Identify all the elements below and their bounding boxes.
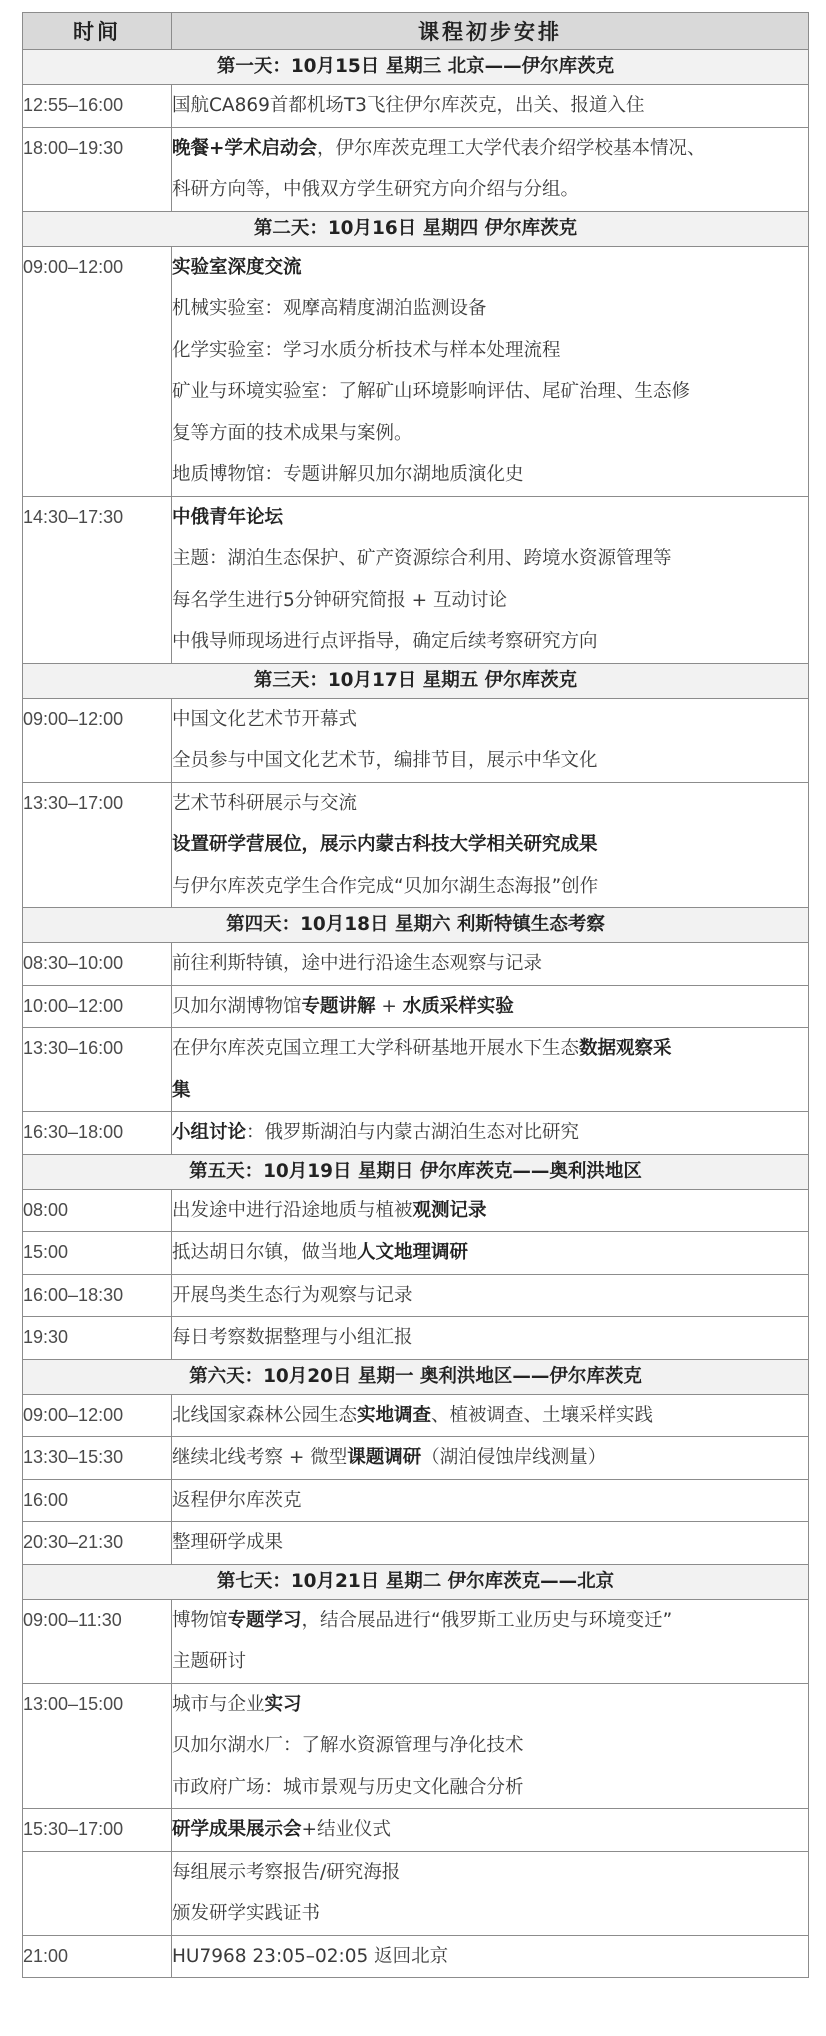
time-cell: 13:30–15:30	[23, 1437, 172, 1480]
schedule-row	[23, 1437, 809, 1480]
activity-cell	[172, 698, 809, 782]
activity-text: 开展鸟类生态行为观察与记录	[172, 1284, 413, 1306]
activity-text-bold: 专题学习	[227, 1609, 302, 1631]
schedule-row	[23, 1112, 809, 1155]
activity-text: 复等方面的技术成果与案例。	[172, 422, 413, 444]
activity-text: 整理研学成果	[172, 1532, 284, 1553]
activity-line	[172, 1936, 808, 1978]
activity-text: ，伊尔库茨克理工大学代表介绍学校基本情况、	[317, 137, 706, 159]
activity-text: 城市与企业	[172, 1693, 265, 1715]
schedule-row	[23, 1479, 809, 1522]
activity-line	[172, 1809, 808, 1851]
time-cell: 14:30–17:30	[23, 496, 172, 663]
activity-line	[172, 454, 808, 496]
activity-cell	[172, 1274, 809, 1317]
activity-line	[172, 1070, 808, 1112]
activity-text: 每组展示考察报告/研究海报	[172, 1861, 401, 1883]
time-cell: 21:00	[23, 1935, 172, 1978]
activity-text: 抵达胡日尔镇，做当地	[172, 1242, 358, 1263]
day-header-row	[23, 1359, 809, 1394]
activity-line	[172, 1112, 808, 1154]
activity-text: 中国文化艺术节开幕式	[172, 708, 358, 730]
activity-line	[172, 1480, 808, 1522]
activity-text: 返程伊尔库茨克	[172, 1489, 302, 1511]
schedule-row	[23, 85, 809, 128]
schedule-row	[23, 782, 809, 908]
activity-cell	[172, 1437, 809, 1480]
activity-line	[172, 1893, 808, 1935]
day-header: 第七天：10月21日 星期二 伊尔库茨克——北京	[23, 1564, 809, 1599]
activity-text-bold: 实习	[264, 1693, 302, 1715]
activity-cell	[172, 1935, 809, 1978]
activity-text: 北线国家森林公园生态	[172, 1404, 358, 1426]
time-cell: 09:00–12:00	[23, 1394, 172, 1437]
activity-text: 在伊尔库茨克国立理工大学科研基地开展水下生态	[172, 1038, 580, 1059]
activity-text: 机械实验室：观摩高精度湖泊监测设备	[172, 298, 487, 319]
activity-cell	[172, 1851, 809, 1935]
activity-text: 化学实验室：学习水质分析技术与样本处理流程	[172, 339, 561, 361]
activity-cell	[172, 127, 809, 211]
activity-line	[172, 1437, 808, 1479]
time-cell: 08:30–10:00	[23, 943, 172, 986]
activity-text: +	[375, 995, 403, 1017]
activity-text: 博物馆	[172, 1609, 228, 1631]
time-cell: 15:30–17:00	[23, 1809, 172, 1852]
activity-line	[172, 85, 808, 127]
activity-text: 前往利斯特镇，途中进行沿途生态观察与记录	[172, 953, 543, 974]
schedule-row	[23, 1683, 809, 1809]
activity-line	[172, 943, 808, 985]
time-cell: 15:00	[23, 1232, 172, 1275]
activity-text-bold: 集	[172, 1079, 191, 1101]
time-cell: 10:00–12:00	[23, 985, 172, 1028]
activity-text: 科研方向等，中俄双方学生研究方向介绍与分组。	[172, 179, 580, 200]
activity-text-bold: 观测记录	[412, 1199, 487, 1221]
activity-text: 艺术节科研展示与交流	[172, 792, 358, 814]
schedule-row	[23, 1809, 809, 1852]
schedule-row	[23, 943, 809, 986]
schedule-row	[23, 1028, 809, 1112]
activity-text: （湖泊侵蚀岸线测量）	[421, 1447, 607, 1468]
activity-cell	[172, 985, 809, 1028]
activity-cell	[172, 1479, 809, 1522]
activity-line	[172, 1684, 808, 1726]
activity-text: +结业仪式	[301, 1819, 392, 1840]
activity-text-bold: 设置研学营展位，展示内蒙古科技大学相关研究成果	[172, 834, 598, 855]
time-cell: 09:00–12:00	[23, 698, 172, 782]
activity-line	[172, 538, 808, 580]
activity-line	[172, 1317, 808, 1359]
time-cell: 16:00–18:30	[23, 1274, 172, 1317]
schedule-table	[22, 12, 809, 1978]
activity-cell	[172, 1683, 809, 1809]
day-header-row	[23, 908, 809, 943]
activity-cell	[172, 85, 809, 128]
activity-line	[172, 1190, 808, 1232]
activity-cell	[172, 1232, 809, 1275]
schedule-row	[23, 698, 809, 782]
activity-text: 主题：湖泊生态保护、矿产资源综合利用、跨境水资源管理等	[172, 548, 672, 569]
activity-line	[172, 247, 808, 289]
activity-text: ，结合展品进行“俄罗斯工业历史与环境变迁”	[301, 1609, 673, 1631]
activity-text: 出发途中进行沿途地质与植被	[172, 1199, 413, 1221]
activity-line	[172, 1600, 808, 1642]
time-cell: 09:00–11:30	[23, 1599, 172, 1683]
time-cell: 16:30–18:00	[23, 1112, 172, 1155]
activity-text: 每日考察数据整理与小组汇报	[172, 1327, 413, 1348]
activity-line	[172, 1395, 808, 1437]
header-content: 课程初步安排	[172, 13, 809, 50]
activity-text: 继续北线考察 + 微型	[172, 1447, 348, 1468]
activity-cell	[172, 246, 809, 496]
activity-line	[172, 783, 808, 825]
schedule-row	[23, 1935, 809, 1978]
schedule-row	[23, 1317, 809, 1360]
activity-text: 与伊尔库茨克学生合作完成“贝加尔湖生态海报”创作	[172, 875, 599, 897]
time-cell: 19:30	[23, 1317, 172, 1360]
activity-text: 中俄导师现场进行点评指导，确定后续考察研究方向	[172, 631, 598, 652]
day-header: 第三天：10月17日 星期五 伊尔库茨克	[23, 663, 809, 698]
activity-text: 地质博物馆：专题讲解贝加尔湖地质演化史	[172, 464, 524, 485]
schedule-row	[23, 1189, 809, 1232]
activity-text-bold: 实地调查	[357, 1404, 432, 1426]
time-cell: 13:00–15:00	[23, 1683, 172, 1809]
activity-cell	[172, 1028, 809, 1112]
day-header-row	[23, 50, 809, 85]
day-header: 第六天：10月20日 星期一 奥利洪地区——伊尔库茨克	[23, 1359, 809, 1394]
time-cell: 13:30–16:00	[23, 1028, 172, 1112]
activity-text-bold: 研学成果展示会	[172, 1819, 302, 1840]
activity-cell	[172, 1394, 809, 1437]
day-header: 第一天：10月15日 星期三 北京——伊尔库茨克	[23, 50, 809, 85]
schedule-row	[23, 1522, 809, 1565]
activity-text-bold: 实验室深度交流	[172, 256, 302, 278]
activity-line	[172, 1641, 808, 1683]
activity-line	[172, 497, 808, 539]
time-cell: 18:00–19:30	[23, 127, 172, 211]
activity-line	[172, 1232, 808, 1274]
activity-text: 贝加尔湖水厂：了解水资源管理与净化技术	[172, 1735, 524, 1756]
activity-text: 、植被调查、土壤采样实践	[431, 1404, 654, 1426]
time-cell	[23, 1851, 172, 1935]
schedule-row	[23, 1394, 809, 1437]
schedule-row	[23, 127, 809, 211]
time-cell: 12:55–16:00	[23, 85, 172, 128]
activity-line	[172, 1725, 808, 1767]
activity-text: ：俄罗斯湖泊与内蒙古湖泊生态对比研究	[246, 1122, 580, 1143]
schedule-row	[23, 1232, 809, 1275]
schedule-row	[23, 1851, 809, 1935]
activity-text-bold: 水质采样实验	[402, 995, 514, 1017]
schedule-row	[23, 1599, 809, 1683]
activity-line	[172, 371, 808, 413]
schedule-row	[23, 985, 809, 1028]
day-header-row	[23, 663, 809, 698]
header-row	[23, 13, 809, 50]
activity-line	[172, 1767, 808, 1809]
activity-text-bold: 人文地理调研	[357, 1242, 469, 1263]
day-header: 第四天：10月18日 星期六 利斯特镇生态考察	[23, 908, 809, 943]
activity-text: 矿业与环境实验室：了解矿山环境影响评估、尾矿治理、生态修	[172, 381, 691, 402]
day-header-row	[23, 1154, 809, 1189]
day-header-row	[23, 1564, 809, 1599]
activity-line	[172, 169, 808, 211]
activity-line	[172, 621, 808, 663]
activity-text: HU7968 23:05–02:05 返回北京	[172, 1945, 449, 1967]
activity-text-bold: 小组讨论	[172, 1122, 247, 1143]
activity-line	[172, 330, 808, 372]
time-cell: 13:30–17:00	[23, 782, 172, 908]
time-cell: 08:00	[23, 1189, 172, 1232]
activity-line	[172, 288, 808, 330]
schedule-row	[23, 496, 809, 663]
activity-cell	[172, 496, 809, 663]
activity-cell	[172, 1809, 809, 1852]
activity-line	[172, 580, 808, 622]
day-header: 第二天：10月16日 星期四 伊尔库茨克	[23, 211, 809, 246]
activity-line	[172, 1852, 808, 1894]
time-cell: 09:00–12:00	[23, 246, 172, 496]
activity-cell	[172, 782, 809, 908]
activity-text-bold: 课题调研	[347, 1447, 422, 1468]
activity-line	[172, 740, 808, 782]
activity-text: 颁发研学实践证书	[172, 1903, 321, 1924]
activity-text-bold: 数据观察采	[579, 1038, 672, 1059]
activity-text: 全员参与中国文化艺术节，编排节目，展示中华文化	[172, 750, 598, 771]
activity-text-bold: 中俄青年论坛	[172, 506, 284, 528]
schedule-row	[23, 246, 809, 496]
header-time: 时间	[23, 13, 172, 50]
activity-cell	[172, 1189, 809, 1232]
activity-text-bold: 专题讲解	[301, 995, 376, 1017]
schedule-row	[23, 1274, 809, 1317]
activity-text: 主题研讨	[172, 1651, 247, 1672]
activity-text: 国航CA869首都机场T3飞往伊尔库茨克，出关、报道入住	[172, 95, 645, 116]
activity-line	[172, 986, 808, 1028]
activity-text-bold: 晚餐+学术启动会	[172, 137, 318, 159]
time-cell: 20:30–21:30	[23, 1522, 172, 1565]
activity-cell	[172, 1317, 809, 1360]
activity-cell	[172, 1522, 809, 1565]
activity-line	[172, 866, 808, 908]
day-header-row	[23, 211, 809, 246]
activity-cell	[172, 1599, 809, 1683]
activity-text: 每名学生进行5分钟研究简报 + 互动讨论	[172, 589, 508, 611]
activity-text: 市政府广场：城市景观与历史文化融合分析	[172, 1776, 524, 1798]
activity-text: 贝加尔湖博物馆	[172, 995, 302, 1017]
activity-line	[172, 699, 808, 741]
activity-cell	[172, 943, 809, 986]
activity-line	[172, 1522, 808, 1564]
activity-line	[172, 128, 808, 170]
activity-line	[172, 1275, 808, 1317]
day-header: 第五天：10月19日 星期日 伊尔库茨克——奥利洪地区	[23, 1154, 809, 1189]
activity-line	[172, 1028, 808, 1070]
activity-line	[172, 413, 808, 455]
time-cell: 16:00	[23, 1479, 172, 1522]
activity-cell	[172, 1112, 809, 1155]
activity-line	[172, 824, 808, 866]
